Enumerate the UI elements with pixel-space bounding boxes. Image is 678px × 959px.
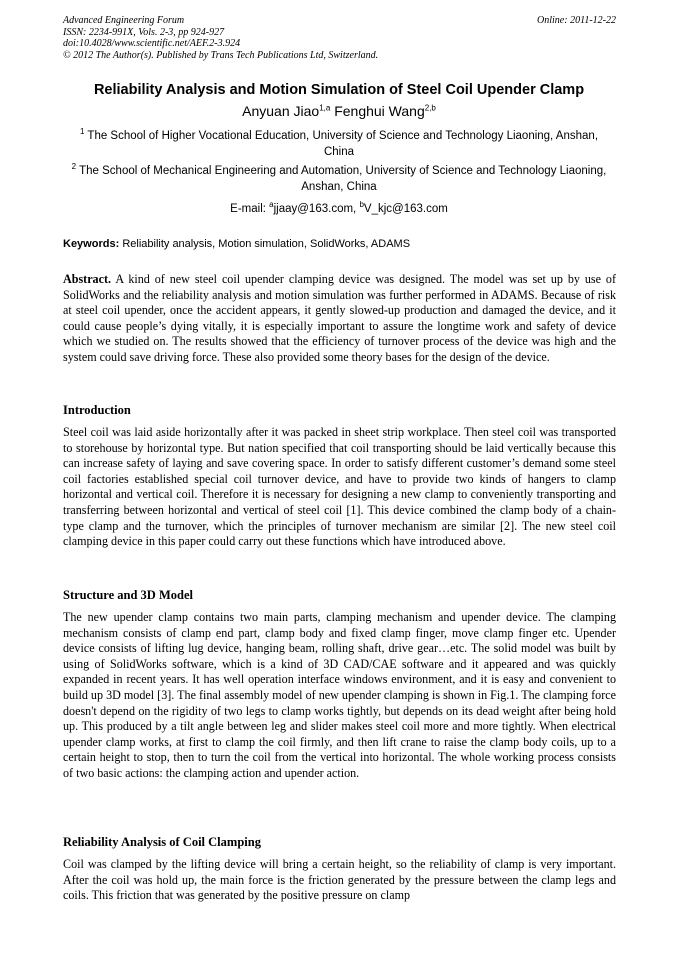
email-sup-a: a <box>269 200 274 210</box>
email-sup-b: b <box>359 200 364 210</box>
affiliation-1-text: The School of Higher Vocational Education, University of Science and Technology Liaoning, Anshan, China <box>87 130 599 158</box>
author-2-sup: 2,b <box>424 103 436 113</box>
abstract-text: A kind of new steel coil upender clamping device was designed. The model was set up by use of SolidWorks and the reliability analysis and motion simulation was further performed in ADAMS. Because of risk at steel coil upender, once the accident appears, it gently slowed-up production and damaged the device, and it could cause people’s dying vitally, it is especially important to assure the longtime work and safety of device which we studied on. The results showed that the efficiency of turnover process of the device was high and the system could save driving force. These also provided some theory bases for the design of the device. <box>63 272 617 364</box>
affiliation-2 <box>68 164 610 195</box>
affiliation-2-num: 2 <box>71 162 77 172</box>
online-date: Online: 2011-12-22 <box>537 15 616 26</box>
abstract <box>63 272 616 366</box>
structure-heading: Structure and 3D Model <box>63 588 193 602</box>
keywords <box>63 237 616 252</box>
paper-title: Reliability Analysis and Motion Simulation of Steel Coil Upender Clamp <box>93 82 585 98</box>
keywords-text: Reliability analysis, Motion simulation, SolidWorks, ADAMS <box>122 238 411 250</box>
journal-name: Advanced Engineering Forum <box>63 15 185 26</box>
reliability-heading: Reliability Analysis of Coil Clamping <box>63 835 261 849</box>
reliability-text: Coil was clamped by the lifting device will bring a certain height, so the reliability of clamp is very important. After the coil was hold up, the main force is the friction generated by the pressure between the clamp legs and coils. This friction that was generated by the positive pressure on clamp <box>63 857 616 903</box>
email-line <box>40 202 638 217</box>
author-1-name: Anyuan Jiao <box>242 103 320 119</box>
affiliation-1-num: 1 <box>79 127 85 137</box>
introduction-text: Steel coil was laid aside horizontally after it was packed in sheet strip workplace. Then steel coil was transported to storehouse by horizontal type. But nation specified that coil transporting should be laid vertically because this can increase safety of laying and save covering space. In order to satisfy different customer’s demand some steel coil factories established special coil turnover device, and have to provide two kinds of hangers to clamp horizontal and vertical coil. Therefore it is necessary for designing a new clamp to conveniently transporting and transferring between horizontal and vertical of steel coil [1]. This device combined the clamp body of a chain-type clamp and the turnover, which the principles of turnover mechanism are similar [2]. The new steel coil clamping device in this paper could carry out these functions which have introduced above. <box>63 425 616 549</box>
author-line <box>40 102 638 120</box>
keywords-label: Keywords: <box>63 238 120 250</box>
email-address-a[interactable]: jjaay@163.com, <box>273 203 357 215</box>
issn-line: ISSN: 2234-991X, Vols. 2-3, pp 924-927 <box>63 26 225 38</box>
affiliation-2-text: The School of Mechanical Engineering and Automation, University of Science and Technology Liaoning, Anshan, China <box>79 165 607 193</box>
structure-text: The new upender clamp contains two main parts, clamping mechanism and upender device. The clamping mechanism consists of clamp end part, clamp body and fixed clamp finger, move clamp finger etc. Upender device consists of lifting lug device, hanging beam, rolling shaft, drive gear…etc. The solid model was built by using of SolidWorks software, which is a kind of 3D CAD/CAE software and it appeared and was quickly expanded in recent years. It has well operation interface windows environment, and it is easy and convenient to build up 3D model [3]. The final assembly model of new upender clamping is shown in Fig.1. The clamping force doesn't depend on the rigidity of two legs to clamp works tightly, but depends on its dead weight after being hold up. This produced by a tilt angle between leg and slider makes steel coil more and more tightly. When electrical upender clamp works, at first to clamp the coil firmly, and then lift crane to raise the clamp body coils, up to a certain height to stop, then to turn the coil from the vertical into horizontal. The whole working process consists of two basic actions: the clamping action and upender action. <box>63 610 616 780</box>
email-address-b[interactable]: V_kjc@163.com <box>363 203 448 215</box>
affiliation-1 <box>68 129 610 160</box>
copyright-line: © 2012 The Author(s). Published by Trans Tech Publications Ltd, Switzerland. <box>63 49 379 61</box>
email-label: E-mail: <box>230 203 266 215</box>
author-1-sup: 1,a <box>319 103 331 113</box>
introduction-heading: Introduction <box>63 403 131 417</box>
journal-header <box>63 15 616 61</box>
author-2-name: Fenghui Wang <box>334 103 425 119</box>
doi-line: doi:10.4028/www.scientific.net/AEF.2-3.924 <box>63 38 241 49</box>
abstract-label: Abstract. <box>63 272 112 286</box>
